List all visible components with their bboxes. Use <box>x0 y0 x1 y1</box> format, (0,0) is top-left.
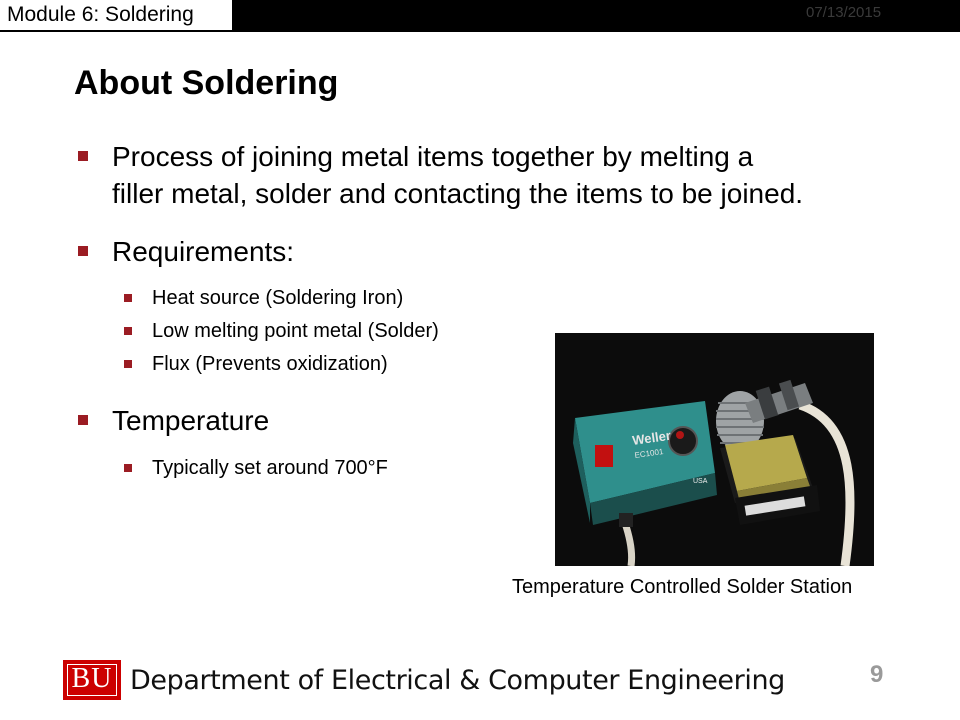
sub-bullet-square-icon <box>124 464 132 472</box>
sub-bullet-square-icon <box>124 294 132 302</box>
bullet-text: Temperature <box>112 405 270 436</box>
sub-bullet-square-icon <box>124 327 132 335</box>
slide-date: 07/13/2015 <box>806 4 882 21</box>
sub-bullet-text: Heat source (Soldering Iron) <box>152 287 404 309</box>
solder-station-photo <box>555 333 874 566</box>
usa-badge: USA <box>693 478 708 485</box>
top-bar <box>0 0 960 32</box>
bullet-text-line: filler metal, solder and contacting the items to be joined. <box>112 178 804 209</box>
bullet-text: Requirements: <box>112 236 295 267</box>
module-label: Module 6: Soldering <box>0 0 232 30</box>
sub-bullet <box>152 285 403 311</box>
logo-text: BU <box>71 663 113 694</box>
page-number: 9 <box>870 661 884 688</box>
sub-bullet-text: Low melting point metal (Solder) <box>152 320 439 342</box>
sub-bullet-text: Typically set around 700°F <box>152 457 388 479</box>
bullet-process <box>112 138 803 212</box>
bullet-square-icon <box>78 151 88 161</box>
department-name: Department of Electrical & Computer Engineering <box>130 665 785 696</box>
bullet-square-icon <box>78 246 88 256</box>
solder-station-illustration <box>555 333 874 566</box>
model-label: EC1001 <box>634 447 664 460</box>
logo-border <box>67 664 117 696</box>
sub-bullet-square-icon <box>124 360 132 368</box>
photo-caption: Temperature Controlled Solder Station <box>512 576 853 598</box>
bu-logo <box>63 660 121 700</box>
bullet-temperature <box>112 402 269 439</box>
sub-bullet <box>152 351 388 377</box>
slide-title: About Soldering <box>74 64 339 102</box>
sub-bullet <box>152 318 439 344</box>
bullet-text-line: Process of joining metal items together by melting a <box>112 141 754 172</box>
bullet-requirements <box>112 233 294 270</box>
bullet-square-icon <box>78 415 88 425</box>
sub-bullet-text: Flux (Prevents oxidization) <box>152 353 388 375</box>
brand-label: Weller <box>631 427 672 448</box>
sub-bullet <box>152 455 388 481</box>
